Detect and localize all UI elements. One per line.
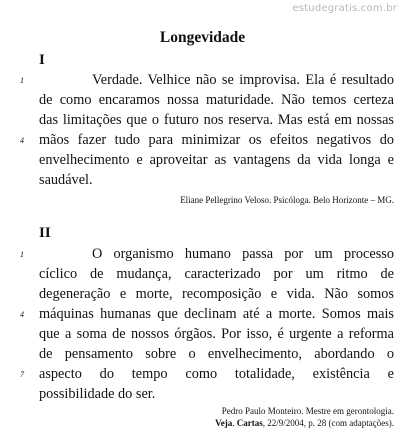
section-number-2: II [39,225,51,241]
text-line: de como encaramos nossa maturidade. Não temos certeza [39,92,394,108]
line-number: 7 [20,370,24,379]
text-line: das limitações que o futuro nos reserva. Mas está em nossas [39,112,394,128]
watermark: estudegratis.com.br [292,3,397,14]
text-line: mãos fazer tudo para minimizar os efeitos negativos do [39,132,394,148]
citation-details: , 22/9/2004, p. 28 (com adaptações). [262,418,394,428]
citation-source: Veja. Cartas, 22/9/2004, p. 28 (com adaptações). [215,418,394,428]
line-number: 4 [20,136,24,145]
text-line: aspecto do tempo como totalidade, existência e [39,366,394,382]
text-line: envelhecimento e aproveitar as vantagens da vida longa e [39,152,394,168]
citation-journal: Veja [215,418,233,428]
text-line: O organismo humano passa por um processo [92,246,394,262]
text-line: cíclico de mudança, caracterizado por um ritmo de [39,266,394,282]
citation: Eliane Pellegrino Veloso. Psicóloga. Belo Horizonte – MG. [180,195,394,205]
text-line: máquinas humanas que declinam até a morte. Somos mais [39,306,394,322]
section-number-1: I [39,52,45,68]
text-line: que a soma de nossos órgãos. Por isso, é urgente a reforma [39,326,394,342]
text-line: degeneração e morte, recomposição e vida. Não somos [39,286,394,302]
text-line: saudável. [39,172,93,188]
text-line: Verdade. Velhice não se improvisa. Ela é resultado [92,72,394,88]
line-number: 1 [20,250,24,259]
line-number: 1 [20,76,24,85]
text-line: de pensamento sobre o envelhecimento, abordando o [39,346,394,362]
page-title: Longevidade [159,29,246,46]
citation-section: Cartas [236,418,263,428]
citation-author: Pedro Paulo Monteiro. Mestre em gerontologia. [221,406,394,416]
text-line: possibilidade do ser. [39,386,156,402]
line-number: 4 [20,310,24,319]
